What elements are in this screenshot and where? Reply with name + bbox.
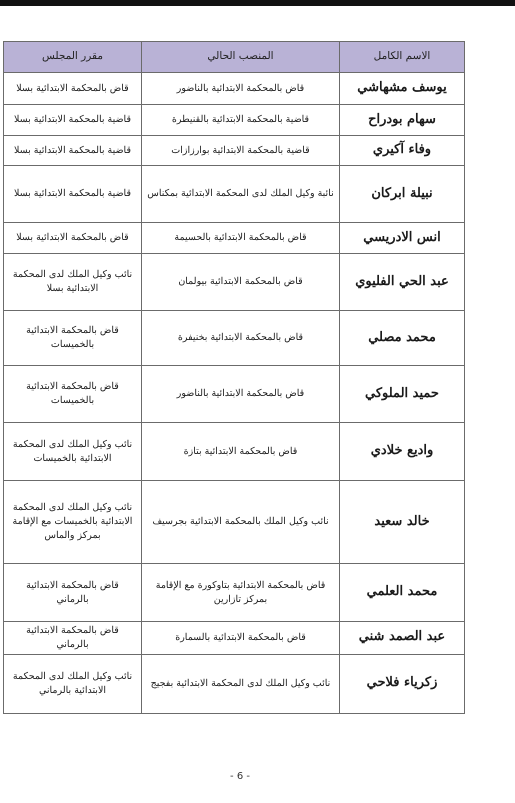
cell-name: سهام بودراح	[340, 105, 465, 136]
header-council-seat: مقرر المجلس	[4, 42, 142, 73]
cell-current-position: نائبة وكيل الملك لدى المحكمة الابتدائية بمكناس	[142, 166, 340, 223]
table-row	[4, 166, 465, 223]
cell-name: محمد مصلي	[340, 311, 465, 366]
cell-current-position: نائب وكيل الملك بالمحكمة الابتدائية بجرسيف	[142, 481, 340, 564]
cell-current-position: قاض بالمحكمة الابتدائية بالحسيمة	[142, 223, 340, 254]
table-row	[4, 423, 465, 481]
header-name: الاسم الكامل	[340, 42, 465, 73]
assignments-table	[3, 41, 465, 714]
cell-name: محمد العلمي	[340, 564, 465, 622]
cell-name: حميد الملوكي	[340, 366, 465, 423]
cell-council-seat: نائب وكيل الملك لدى المحكمة الابتدائية بالخميسات	[4, 423, 142, 481]
cell-council-seat: نائب وكيل الملك لدى المحكمة الابتدائية بالرماني	[4, 654, 142, 713]
table-row	[4, 136, 465, 166]
table-row	[4, 311, 465, 366]
cell-council-seat: قاض بالمحكمة الابتدائية بالخميسات	[4, 366, 142, 423]
table-row	[4, 654, 465, 713]
top-rule	[0, 0, 515, 6]
cell-current-position: قاض بالمحكمة الابتدائية بالناضور	[142, 73, 340, 105]
cell-name: واديع خلادي	[340, 423, 465, 481]
cell-current-position: قاض بالمحكمة الابتدائية بيولمان	[142, 254, 340, 311]
cell-current-position: قاض بالمحكمة الابتدائية بتاوكورة مع الإقامة بمركز تازارين	[142, 564, 340, 622]
cell-name: زكرياء فلاحي	[340, 654, 465, 713]
table-row	[4, 481, 465, 564]
cell-current-position: نائب وكيل الملك لدى المحكمة الابتدائية بفجيج	[142, 654, 340, 713]
table-row	[4, 223, 465, 254]
header-current-position: المنصب الحالي	[142, 42, 340, 73]
table-row	[4, 622, 465, 655]
cell-council-seat: قاض بالمحكمة الابتدائية بسلا	[4, 73, 142, 105]
cell-current-position: قاضية بالمحكمة الابتدائية بوارزازات	[142, 136, 340, 166]
cell-name: وفاء آكيري	[340, 136, 465, 166]
cell-current-position: قاض بالمحكمة الابتدائية بتازة	[142, 423, 340, 481]
cell-current-position: قاض بالمحكمة الابتدائية بالسمارة	[142, 622, 340, 655]
table-row	[4, 254, 465, 311]
table-row	[4, 105, 465, 136]
cell-name: انس الادريسي	[340, 223, 465, 254]
cell-current-position: قاض بالمحكمة الابتدائية بخنيفرة	[142, 311, 340, 366]
cell-council-seat: قاض بالمحكمة الابتدائية بالرماني	[4, 564, 142, 622]
cell-name: خالد سعيد	[340, 481, 465, 564]
cell-council-seat: قاض بالمحكمة الابتدائية بالخميسات	[4, 311, 142, 366]
cell-current-position: قاضية بالمحكمة الابتدائية بالقنيطرة	[142, 105, 340, 136]
page-number: - 6 -	[230, 771, 250, 782]
cell-name: نبيلة ابركان	[340, 166, 465, 223]
cell-council-seat: قاضية بالمحكمة الابتدائية بسلا	[4, 166, 142, 223]
cell-name: عبد الحي الفليوي	[340, 254, 465, 311]
table-header-row	[4, 42, 465, 73]
cell-name: عبد الصمد شني	[340, 622, 465, 655]
cell-council-seat: قاض بالمحكمة الابتدائية بالرماني	[4, 622, 142, 655]
cell-council-seat: قاضية بالمحكمة الابتدائية بسلا	[4, 136, 142, 166]
cell-council-seat: قاض بالمحكمة الابتدائية بسلا	[4, 223, 142, 254]
table-row	[4, 564, 465, 622]
table-row	[4, 73, 465, 105]
cell-council-seat: نائب وكيل الملك لدى المحكمة الابتدائية بسلا	[4, 254, 142, 311]
table-row	[4, 366, 465, 423]
cell-council-seat: قاضية بالمحكمة الابتدائية بسلا	[4, 105, 142, 136]
cell-name: يوسف مشهاشي	[340, 73, 465, 105]
cell-council-seat: نائب وكيل الملك لدى المحكمة الابتدائية بالخميسات مع الإقامة بمركز والماس	[4, 481, 142, 564]
cell-current-position: قاض بالمحكمة الابتدائية بالناضور	[142, 366, 340, 423]
